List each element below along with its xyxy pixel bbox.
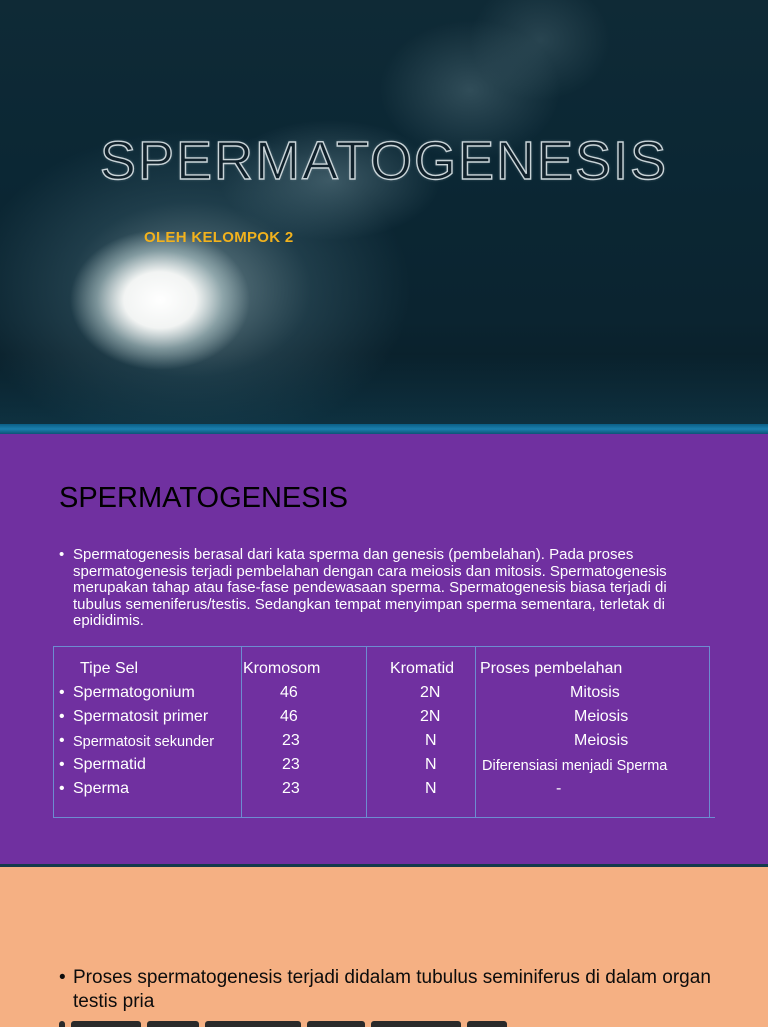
content-slide [0,434,768,864]
table-cell-proses: Meiosis [574,708,629,725]
slide-subtitle: OLEH KELOMPOK 2 [144,229,294,246]
table-cell-kromatid: N [425,756,437,773]
bullet-icon: • [59,708,65,725]
table-cell-kromatid: 2N [420,708,441,725]
bullet-paragraph [59,966,739,1014]
bullet-icon: • [59,546,65,563]
table-bottom-border [53,817,715,818]
table-cell-tipe: Spermatid [73,756,146,773]
table-cell-kromatid: N [425,780,437,797]
title-slide [0,0,768,424]
table-header-kromatid: Kromatid [390,660,455,677]
table-cell-tipe: Spermatogonium [73,684,195,701]
intro-text: Spermatogenesis berasal dari kata sperma dan genesis (pembelahan). Pada proses spermatogenesis terjadi pembelahan dengan cara meiosis dan mitosis. Spermatogenesis merupakan tahap atau fase-fase pendewasaan sperma. Spermatogenesis biasa terjadi di tubulus semeniferus/testis. Sedangkan tempat menyimpan sperma sementara, terletak di epididimis. [73,546,667,630]
table-cell-kromosom: 46 [280,708,298,725]
table-cell-proses: Mitosis [570,684,620,701]
content-slide-2 [0,864,768,1027]
slide-heading: SPERMATOGENESIS [59,482,348,514]
cropped-next-line [59,1017,659,1027]
table-cell-proses: Meiosis [574,732,629,749]
intro-paragraph [59,547,709,630]
bullet-text: Proses spermatogenesis terjadi didalam tubulus seminiferus di dalam organ testis pria [73,967,711,1012]
table-cell-proses: - [556,780,562,797]
slide-background-glow [0,354,768,424]
table-column-divider [241,646,242,817]
bullet-icon: • [59,732,65,749]
table-header-tipe: Tipe Sel [80,660,139,677]
table-column-divider [366,646,367,817]
bullet-icon: • [59,756,65,773]
table-cell-kromosom: 46 [280,684,298,701]
table-cell-tipe: Spermatosit primer [73,708,209,725]
table-cell-tipe: Sperma [73,780,130,797]
table-column-divider [475,646,476,817]
bullet-icon: • [59,780,65,797]
slide-title: SPERMATOGENESIS [99,131,669,191]
table-header-proses: Proses pembelahan [480,660,623,677]
table-cell-kromosom: 23 [282,732,300,749]
table-cell-kromatid: 2N [420,684,441,701]
table-cell-tipe: Spermatosit sekunder [73,734,215,750]
bullet-icon: • [59,967,66,988]
table-header-kromosom: Kromosom [243,660,321,677]
table-cell-kromosom: 23 [282,756,300,773]
table-cell-kromosom: 23 [282,780,300,797]
bullet-icon: • [59,684,65,701]
table-cell-kromatid: N [425,732,437,749]
slide-divider [0,424,768,434]
table-cell-proses: Diferensiasi menjadi Sperma [482,758,668,774]
